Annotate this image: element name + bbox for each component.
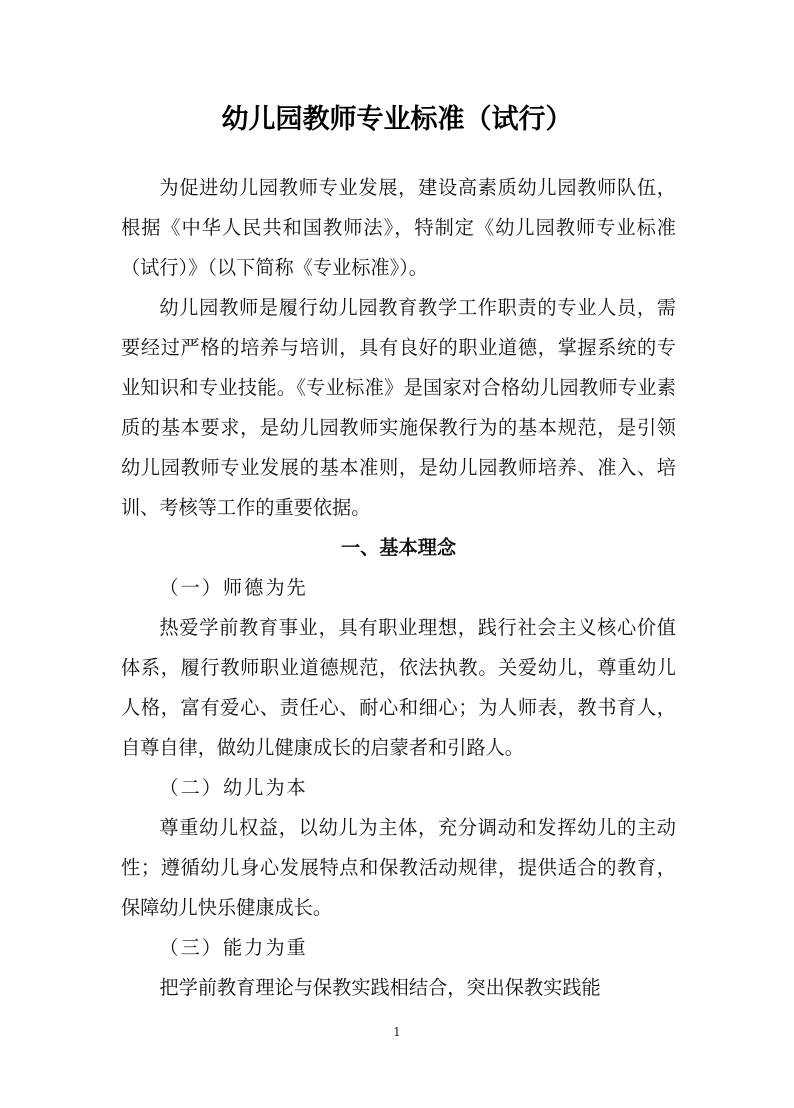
subsection-text-ability: 把学前教育理论与保教实践相结合，突出保教实践能 (159, 976, 601, 999)
subsection-heading-child-centered: （二）幼儿为本 (159, 776, 308, 799)
intro-paragraph-1: 为促进幼儿园教师专业发展，建设高素质幼儿园教师队伍，根据《中华人民共和国教师法》，特制定《幼儿园教师专业标准（试行）》（以下简称《专业标准》）。 (121, 176, 676, 279)
page-number: 1 (393, 1025, 401, 1039)
intro-paragraph-2: 幼儿园教师是履行幼儿园教育教学工作职责的专业人员，需要经过严格的培养与培训，具有良好的职业道德，掌握系统的专业知识和专业技能。《专业标准》是国家对合格幼儿园教师专业素质的基本要求，是幼儿园教师实施保教行为的基本规范，是引领幼儿园教师专业发展的基本准则，是幼儿园教师培养、准入、培训、考核等工作的重要依据。 (121, 296, 676, 519)
subsection-heading-ethics: （一）师德为先 (159, 576, 308, 599)
section-heading-basic-concepts: 一、基本理念 (340, 536, 457, 559)
document-title: 幼儿园教师专业标准（试行） (221, 104, 573, 135)
subsection-text-ethics: 热爱学前教育事业，具有职业理想，践行社会主义核心价值体系，履行教师职业道德规范，依法执教。关爱幼儿，尊重幼儿人格，富有爱心、责任心、耐心和细心；为人师表，教书育人，自尊自律，做幼儿健康成长的启蒙者和引路人。 (121, 616, 676, 759)
document-body (121, 168, 676, 1008)
subsection-text-child-centered: 尊重幼儿权益，以幼儿为主体，充分调动和发挥幼儿的主动性；遵循幼儿身心发展特点和保教活动规律，提供适合的教育，保障幼儿快乐健康成长。 (121, 816, 676, 919)
subsection-heading-ability: （三）能力为重 (159, 936, 308, 959)
